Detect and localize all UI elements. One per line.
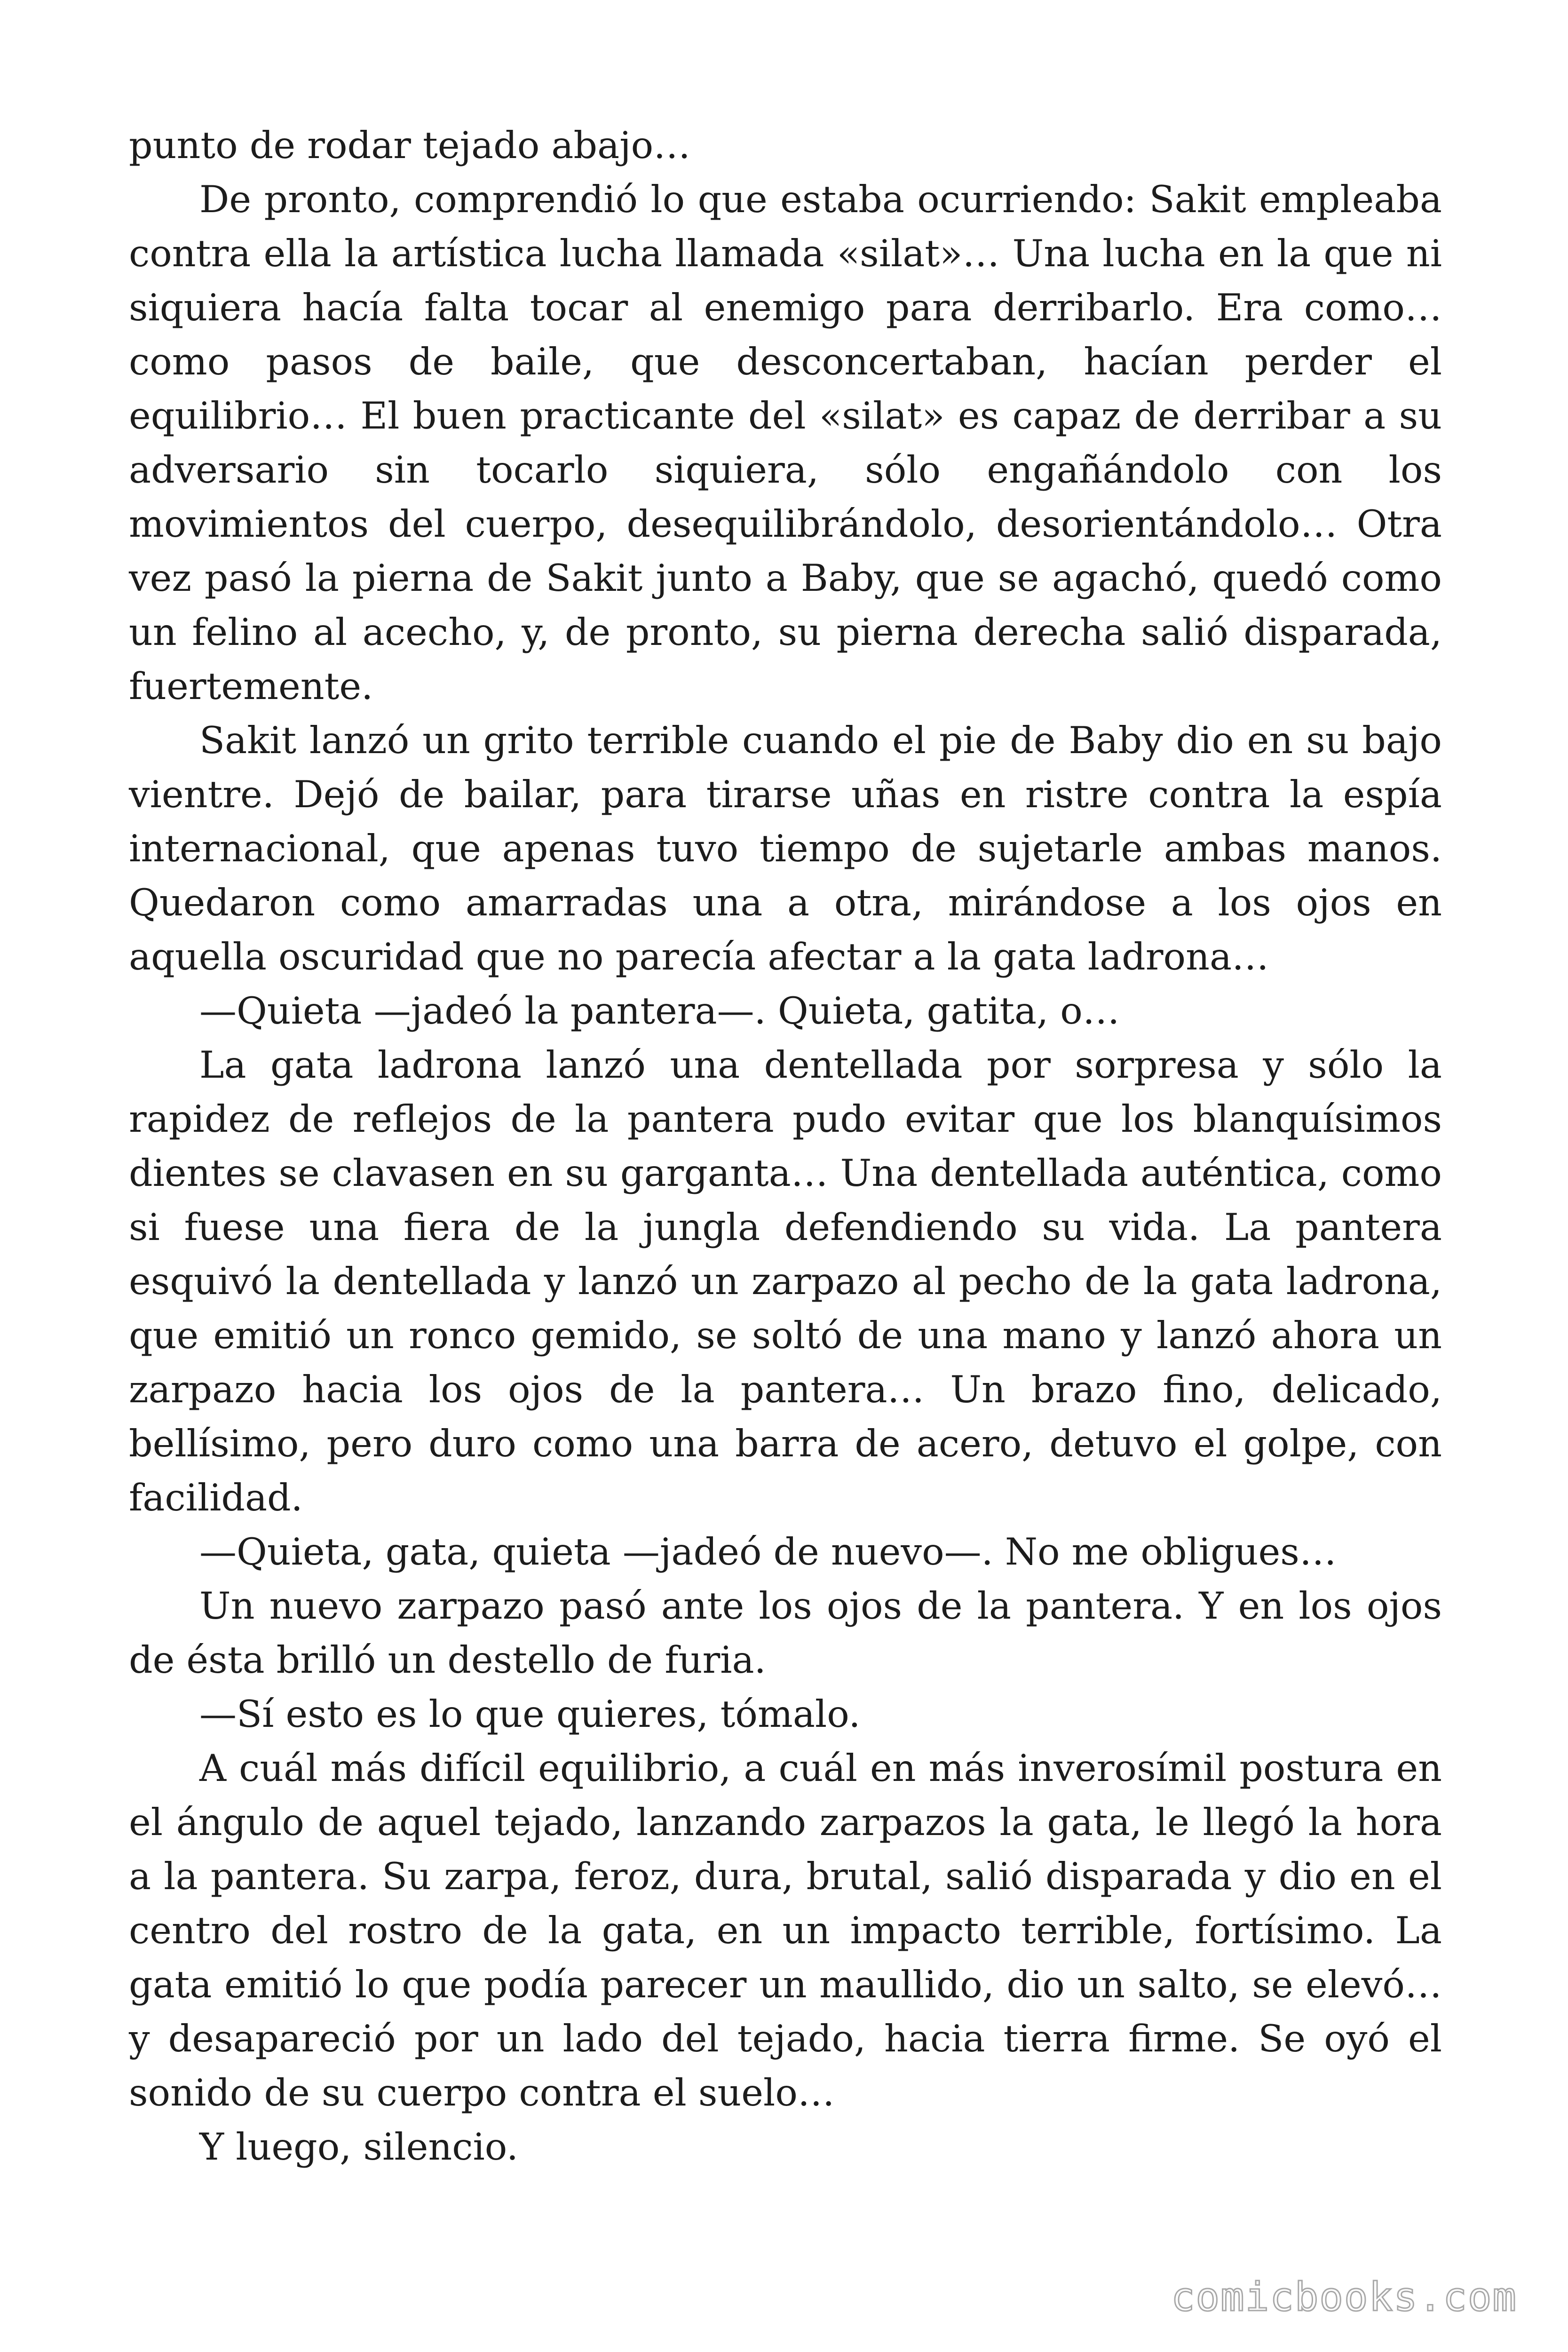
dialogue-paragraph: —Quieta, gata, quieta —jadeó de nuevo—. No me obligues… (199, 1530, 1337, 1573)
paragraph: De pronto, comprendió lo que estaba ocurriendo: Sakit empleaba contra ella la artística lucha llamada «silat»… Una lucha en la que ni siquiera hacía falta tocar al enemigo para derribarlo. Era como… como pasos de baile, que desconcertaban, hacían perder el equilibrio… El buen practicante del «silat» es capaz de derribar a su adversario sin tocarlo siquiera, sólo engañándolo con los movimientos del cuerpo, desequilibrándolo, desorientándolo… Otra vez pasó la pierna de Sakit junto a Baby, que se agachó, quedó como un felino al acecho, y, de pronto, su pierna derecha salió disparada, fuertemente. (129, 178, 1442, 708)
dialogue-paragraph: —Quieta —jadeó la pantera—. Quieta, gatita, o… (199, 989, 1120, 1033)
paragraph: Sakit lanzó un grito terrible cuando el pie de Baby dio en su bajo vientre. Dejó de bailar, para tirarse uñas en ristre contra la espía internacional, que apenas tuvo tiempo de sujetarle ambas manos. Quedaron como amarradas una a otra, mirándose a los ojos en aquella oscuridad que no parecía afectar a la gata ladrona… (129, 719, 1442, 978)
paragraph: Y luego, silencio. (199, 2125, 519, 2169)
watermark: comicbooks.com (1171, 2274, 1517, 2320)
document-page (129, 0, 1442, 2352)
body-text (129, 119, 1442, 2174)
paragraph: A cuál más difícil equilibrio, a cuál en más inverosímil postura en el ángulo de aquel tejado, lanzando zarpazos la gata, le llegó la hora a la pantera. Su zarpa, feroz, dura, brutal, salió disparada y dio en el centro del rostro de la gata, en un impacto terrible, fortísimo. La gata emitió lo que podía parecer un maullido, dio un salto, se elevó… y desapareció por un lado del tejado, hacia tierra firme. Se oyó el sonido de su cuerpo contra el suelo… (129, 1747, 1442, 2114)
paragraph: Un nuevo zarpazo pasó ante los ojos de la pantera. Y en los ojos de ésta brilló un destello de furia. (129, 1584, 1442, 1682)
paragraph: La gata ladrona lanzó una dentellada por sorpresa y sólo la rapidez de reflejos de la pantera pudo evitar que los blanquísimos dientes se clavasen en su garganta… Una dentellada auténtica, como si fuese una fiera de la jungla defendiendo su vida. La pantera esquivó la dentellada y lanzó un zarpazo al pecho de la gata ladrona, que emitió un ronco gemido, se soltó de una mano y lanzó ahora un zarpazo hacia los ojos de la pantera… Un brazo fino, delicado, bellísimo, pero duro como una barra de acero, detuvo el golpe, con facilidad. (129, 1043, 1442, 1519)
dialogue-paragraph: —Sí esto es lo que quieres, tómalo. (199, 1692, 861, 1736)
paragraph-continuation: punto de rodar tejado abajo… (129, 124, 691, 167)
